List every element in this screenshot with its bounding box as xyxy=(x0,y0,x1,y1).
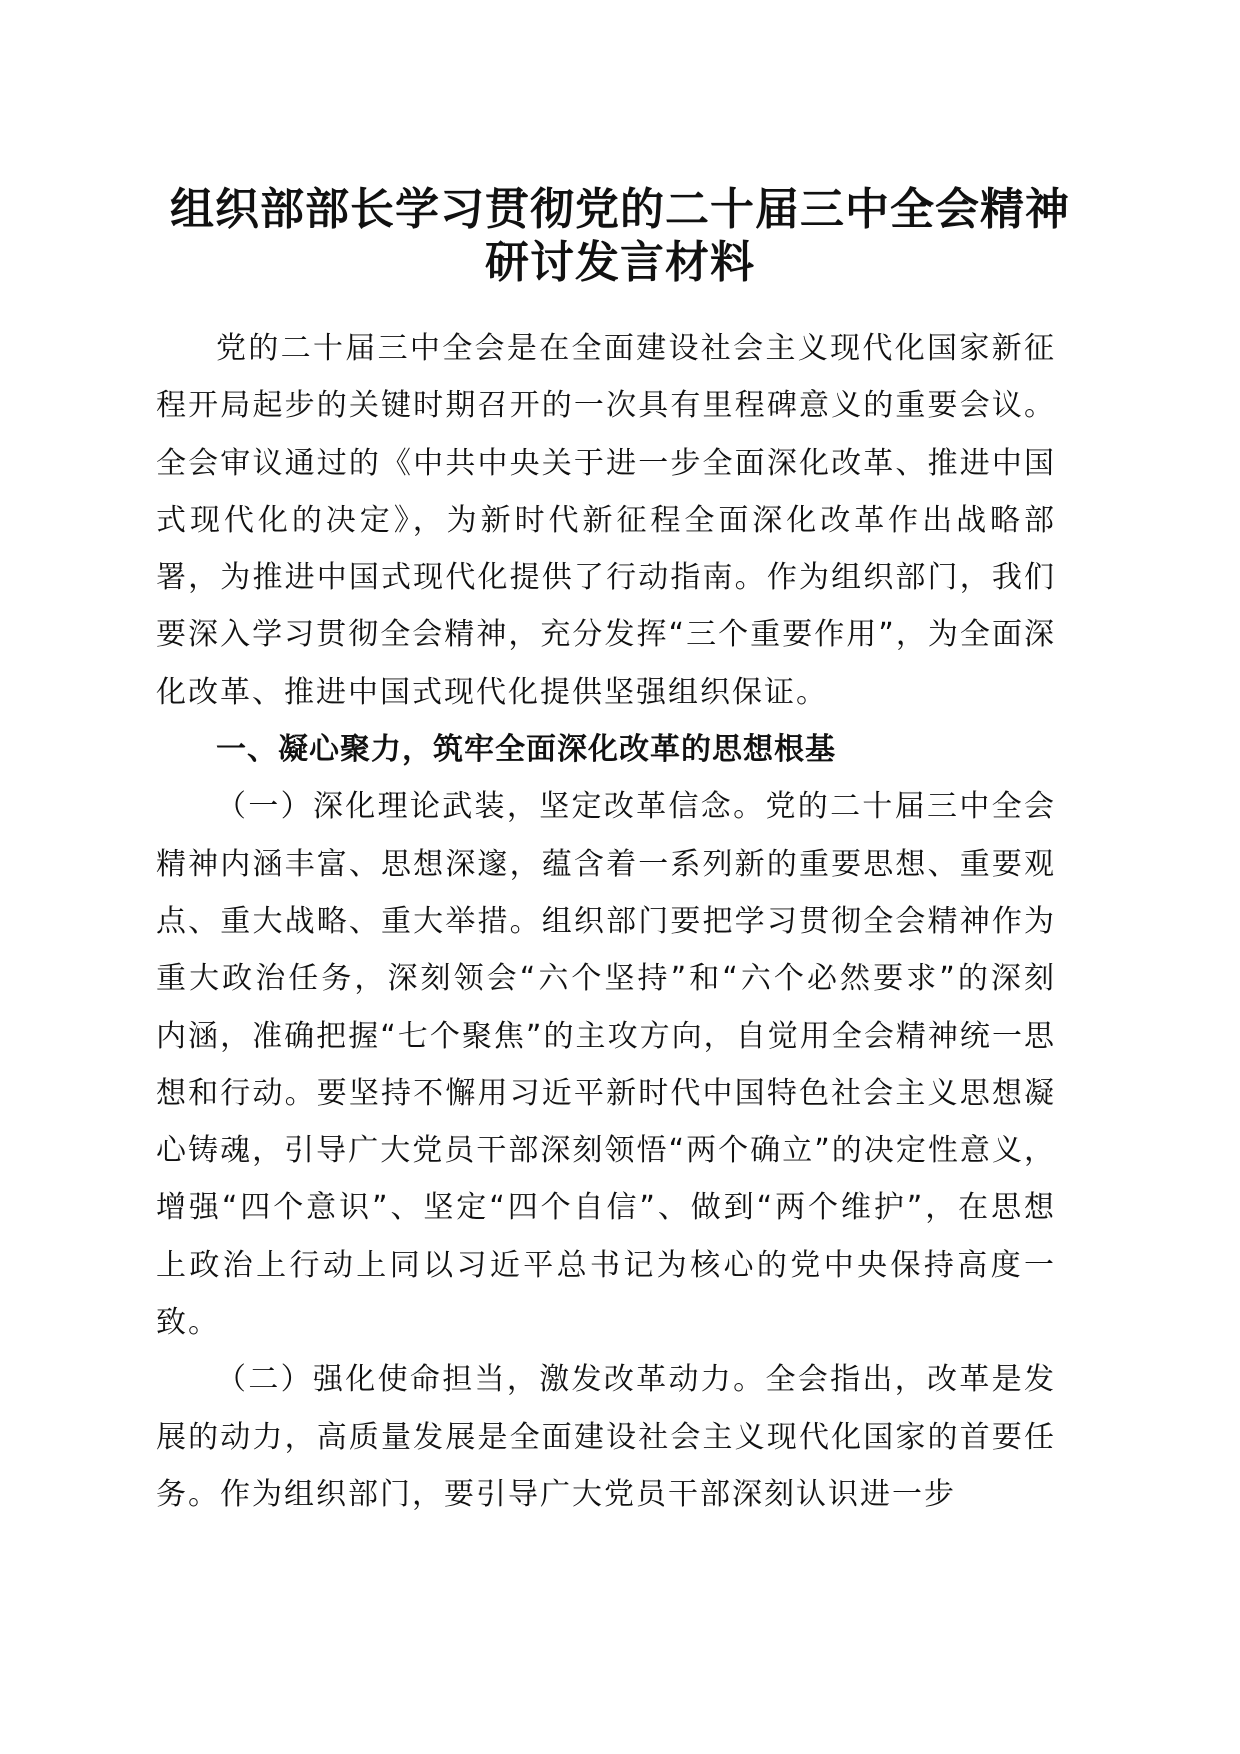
paragraph-2: （二）强化使命担当，激发改革动力。全会指出，改革是发展的动力，高质量发展是全面建设社会主义现代化国家的首要任务。作为组织部门，要引导广大党员干部深刻认识进一步 xyxy=(156,1362,1056,1512)
intro-paragraph: 党的二十届三中全会是在全面建设社会主义现代化国家新征程开局起步的关键时期召开的一次具有里程碑意义的重要会议。全会审议通过的《中共中央关于进一步全面深化改革、推进中国式现代化的决定》，为新时代新征程全面深化改革作出战略部署，为推进中国式现代化提供了行动指南。作为组织部门，我们要深入学习贯彻全会精神，充分发挥“三个重要作用”，为全面深化改革、推进中国式现代化提供坚强组织保证。 xyxy=(156,331,1056,710)
document-title-line1: 组织部部长学习贯彻党的二十届三中全会精神 xyxy=(170,184,1070,235)
document-title-line2: 研讨发言材料 xyxy=(485,237,755,288)
section-heading-1: 一、凝心聚力，筑牢全面深化改革的思想根基 xyxy=(216,732,836,768)
paragraph-1: （一）深化理论武装，坚定改革信念。党的二十届三中全会精神内涵丰富、思想深邃，蕴含着一系列新的重要思想、重要观点、重大战略、重大举措。组织部门要把学习贯彻全会精神作为重大政治任务，深刻领会“六个坚持”和“六个必然要求”的深刻内涵，准确把握“七个聚焦”的主攻方向，自觉用全会精神统一思想和行动。要坚持不懈用习近平新时代中国特色社会主义思想凝心铸魂，引导广大党员干部深刻领悟“两个确立”的决定性意义，增强“四个意识”、坚定“四个自信”、做到“两个维护”，在思想上政治上行动上同以习近平总书记为核心的党中央保持高度一致。 xyxy=(156,789,1056,1341)
document-body xyxy=(156,320,1056,1523)
